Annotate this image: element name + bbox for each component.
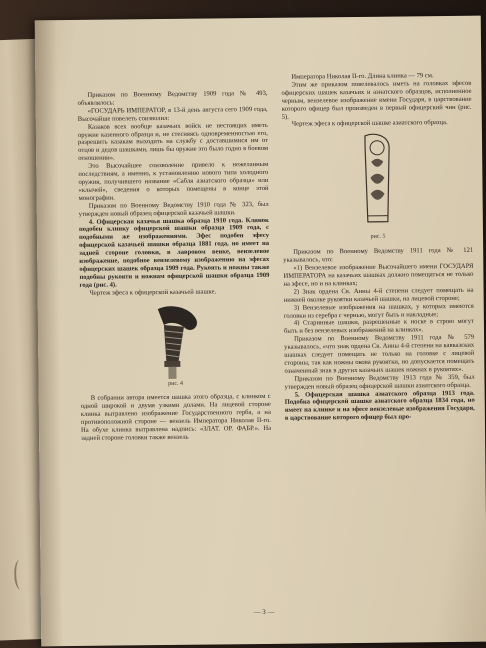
paragraph: «1) Вензелевое изображение Высочайшего имени ГОСУДАРЯ ИМПЕРАТОРА на казачьих шашках должно помещаться не только на эфесе, но и на клинках; <box>283 262 474 288</box>
paragraph: Казаков всех вообще казачьих войск не нестоящих иметь оружие казенного образца и, не стесняясь одновременностью его, разрешить казакам выходить на службу с доставшимися им от отцов и дедов шашками, лишь бы оружие это было годно в боевом отношении». <box>77 121 269 163</box>
paragraph: В собрании автора имеется шашка этого образца, с клинком с одной широкой и двумя узкими долами. На лицевой стороне клинка вытравлено изображение Государственного герба, а на противоположной стороне — вензель Императора Николая II-го. На обухе клинка вытравлена надпись: «ЗЛАТ. ОР. ФАБР.». На задней стороне головки также вензель <box>80 393 272 442</box>
figure-caption: рис. 4 <box>168 380 184 387</box>
paragraph: Чертеж эфеса к офицерской казачьей шашке. <box>89 288 217 297</box>
page-number: — 3 — <box>253 607 275 617</box>
paragraph: Приказом по Военному Ведомству 1911 года № 579 указывалось, «что знак ордена Св. Анны 4-й степени на кавказских шашках следует помещать не только на головке с лицевой стороны, так как ножны окова рукоятки, но допускается помещать означенный знак в других казачьих шашек ножнах в рукоятях». <box>284 333 475 375</box>
paragraph: 2) Знак ордена Св. Анны 4-й степени следует помещать на нижней околке рукоятки казачьей шашки, на лицевой стороне; <box>283 286 474 304</box>
figure-5 <box>282 131 473 243</box>
section-heading-5: 5. Офицерская шашка азиатского образца 1913 года. Подобна офицерской шашке азиатского образца 1834 года, но имеет на клинке и на эфесе вензелевые изображения Государя, в царствование которого офицер был про- <box>284 389 475 423</box>
paragraph: 3) Вензелевые изображения на шашках, у которых имеются головки из серебра с чернью, могут быть и накладные; <box>283 302 474 320</box>
paragraph: Приказом по Военному Ведомству 1911 года № 121 указывалось, что: <box>283 247 474 264</box>
paragraph: Императора Николая II-го. Длина клинка — 79 см. <box>291 72 434 81</box>
book-page <box>35 16 486 647</box>
paragraph: Этим же приказом повелевалось иметь на головках эфесов офицерских шашек казачьих и азиатского образцов, исполненное черным, вензелевое изображение имени Государя, в царствование которого офицер был произведен в первый офицерский чин (рис. 5). <box>281 79 472 121</box>
right-column <box>281 72 475 423</box>
paragraph: Это Высочайшее соизволение привело к нежеланным последствиям, а именно, к установлению нового типа холодного оружия, получившего название «Сабля азиатского образца» или «клычей», сведения о которых помещены в конце этой монографии. <box>78 161 269 202</box>
paragraph: Приказом по Военному Ведомству 1913 года № 359, был утвержден новый образец офицерской шашки азиатского образца. <box>284 373 475 391</box>
paragraph: 4) Старинные шашки, разрешенные к носке в строю могут быть и без вензелевых изображений на клинках». <box>283 318 474 336</box>
figure-4 <box>80 299 271 389</box>
pencil-mark <box>14 560 27 590</box>
sword-hilt-illustration <box>140 300 211 379</box>
paragraph: Приказом по Военному Ведомству 1910 года № 323, был утвержден новый образец офицерской казачьей шашки. <box>78 200 269 218</box>
left-column <box>77 90 271 443</box>
paragraph: Чертеж эфеса к офицерской шашке азиатского образца. <box>291 119 448 129</box>
figure-caption: рис. 5 <box>370 234 386 241</box>
paragraph: «ГОСУДАРЬ ИМПЕРАТОР, в 13-й день августа сего 1909 года, Высочайше повелеть соизволил: <box>77 105 268 123</box>
paragraph: Приказом по Военному Ведомству 1909 года № 493, объявлялось: <box>77 89 268 107</box>
section-heading-4: 4. Офицерская казачья шашка образца 1910 года. Клинок подобен клинку офицерской шашки образца 1909 года, с подобными же изображениями. Эфес подобен эфесу офицерской казачьей шашки образца 1881 года, но имеет на задней стороне головки, в лавровом венке, вензелевое изображение, подобное вензелевому изображению на эфесах офицерских шашек образца 1909 года. Рукоять и ножны также подобны рукояти и ножнам офицерской шашки образца 1909 года (рис. 4). <box>78 216 270 289</box>
hilt-drawing-illustration <box>355 132 400 232</box>
